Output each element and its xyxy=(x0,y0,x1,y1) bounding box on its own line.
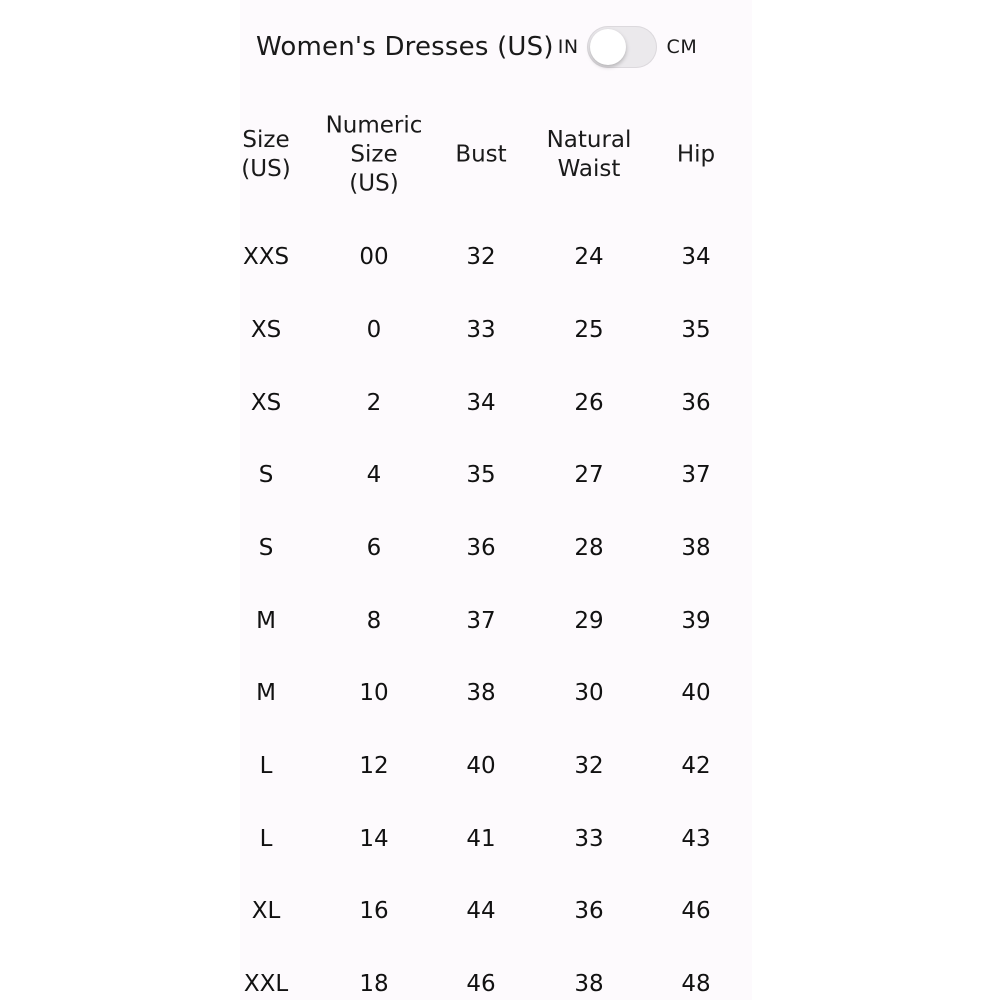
table-row xyxy=(0,746,1000,786)
cell-hip: 40 xyxy=(681,680,711,706)
table-row xyxy=(0,455,1000,495)
cell-hip: 39 xyxy=(681,608,711,634)
table-row xyxy=(0,673,1000,713)
cell-natural-waist: 38 xyxy=(574,971,604,997)
column-header-numeric-size: Numeric Size (US) xyxy=(325,112,423,197)
cell-hip: 42 xyxy=(681,753,711,779)
cell-hip: 35 xyxy=(681,317,711,343)
cell-size: XXL xyxy=(243,971,289,997)
column-header-hip: Hip xyxy=(676,141,716,168)
cell-numeric-size: 12 xyxy=(359,753,389,779)
cell-natural-waist: 28 xyxy=(574,535,604,561)
unit-label-cm[interactable]: CM xyxy=(666,36,698,58)
table-row xyxy=(0,891,1000,931)
cell-natural-waist: 33 xyxy=(574,826,604,852)
cell-bust: 32 xyxy=(466,244,496,270)
cell-bust: 36 xyxy=(466,535,496,561)
cell-numeric-size: 14 xyxy=(359,826,389,852)
column-header-natural-waist: Natural Waist xyxy=(546,127,632,182)
cell-natural-waist: 26 xyxy=(574,390,604,416)
cell-numeric-size: 0 xyxy=(366,317,382,343)
column-header-bust: Bust xyxy=(455,141,507,168)
cell-bust: 44 xyxy=(466,898,496,924)
table-row xyxy=(0,819,1000,859)
unit-label-in[interactable]: IN xyxy=(557,36,579,58)
table-row xyxy=(0,964,1000,1004)
cell-bust: 41 xyxy=(466,826,496,852)
table-row xyxy=(0,310,1000,350)
cell-numeric-size: 10 xyxy=(359,680,389,706)
table-row xyxy=(0,601,1000,641)
cell-bust: 38 xyxy=(466,680,496,706)
cell-natural-waist: 29 xyxy=(574,608,604,634)
cell-numeric-size: 6 xyxy=(366,535,382,561)
unit-toggle-knob[interactable] xyxy=(590,29,626,65)
cell-bust: 33 xyxy=(466,317,496,343)
cell-hip: 46 xyxy=(681,898,711,924)
cell-bust: 46 xyxy=(466,971,496,997)
cell-size: XS xyxy=(250,390,282,416)
cell-numeric-size: 16 xyxy=(359,898,389,924)
cell-natural-waist: 36 xyxy=(574,898,604,924)
table-row xyxy=(0,237,1000,277)
column-header-size: Size (US) xyxy=(241,127,291,182)
table-row xyxy=(0,383,1000,423)
cell-hip: 48 xyxy=(681,971,711,997)
cell-natural-waist: 30 xyxy=(574,680,604,706)
chart-title: Women's Dresses (US) xyxy=(256,32,554,62)
cell-size: L xyxy=(259,826,273,852)
cell-bust: 34 xyxy=(466,390,496,416)
table-row xyxy=(0,528,1000,568)
cell-numeric-size: 4 xyxy=(366,462,382,488)
cell-hip: 34 xyxy=(681,244,711,270)
cell-natural-waist: 27 xyxy=(574,462,604,488)
cell-size: M xyxy=(256,608,276,634)
cell-natural-waist: 25 xyxy=(574,317,604,343)
cell-bust: 35 xyxy=(466,462,496,488)
cell-numeric-size: 2 xyxy=(366,390,382,416)
cell-bust: 37 xyxy=(466,608,496,634)
cell-numeric-size: 8 xyxy=(366,608,382,634)
cell-size: L xyxy=(259,753,273,779)
unit-toggle[interactable] xyxy=(587,26,657,68)
cell-hip: 43 xyxy=(681,826,711,852)
cell-size: M xyxy=(256,680,276,706)
cell-hip: 36 xyxy=(681,390,711,416)
cell-natural-waist: 32 xyxy=(574,753,604,779)
cell-bust: 40 xyxy=(466,753,496,779)
cell-size: XXS xyxy=(242,244,290,270)
cell-size: S xyxy=(258,462,274,488)
size-chart-header xyxy=(256,22,697,72)
cell-size: XS xyxy=(250,317,282,343)
cell-natural-waist: 24 xyxy=(574,244,604,270)
cell-hip: 37 xyxy=(681,462,711,488)
cell-numeric-size: 00 xyxy=(359,244,389,270)
cell-hip: 38 xyxy=(681,535,711,561)
cell-size: XL xyxy=(251,898,281,924)
cell-size: S xyxy=(258,535,274,561)
cell-numeric-size: 18 xyxy=(359,971,389,997)
